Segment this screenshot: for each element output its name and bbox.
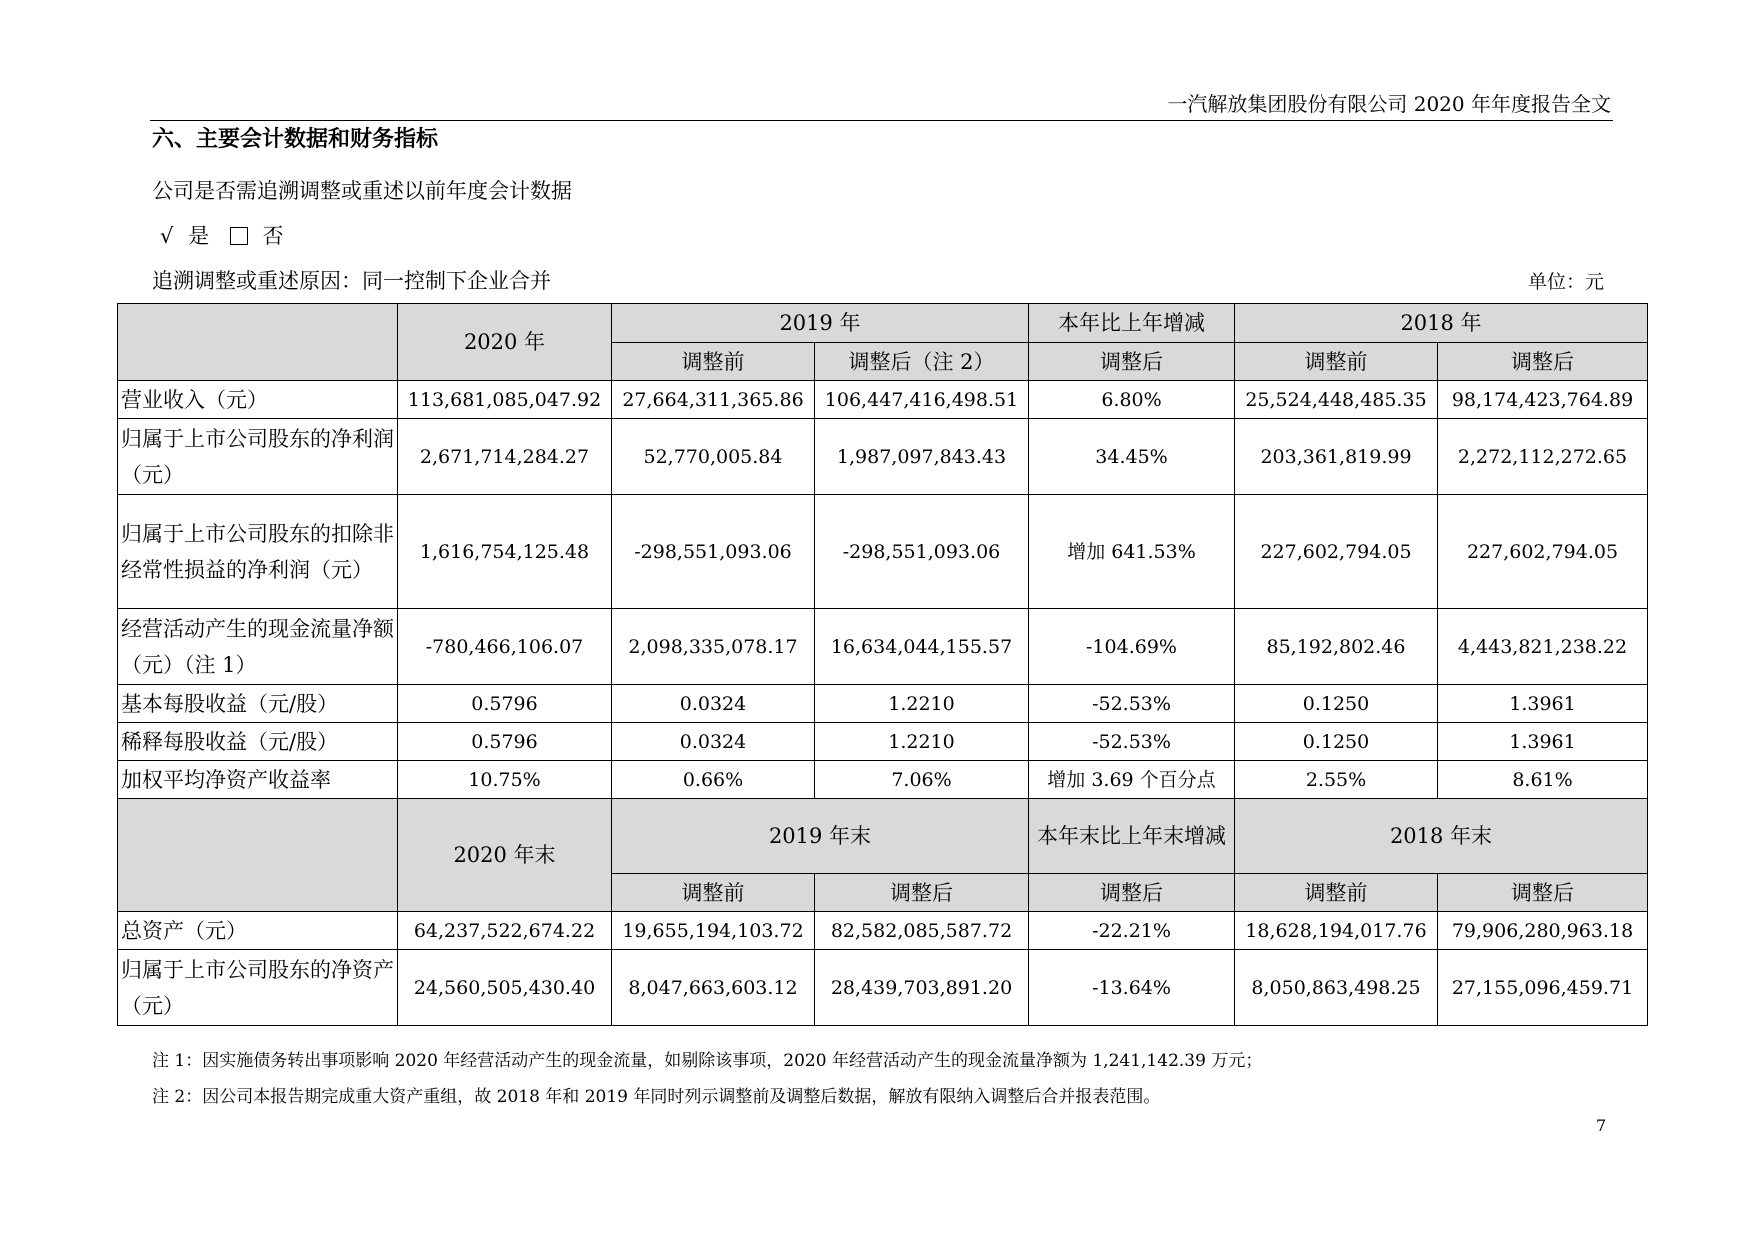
value-cell: -780,466,106.07 — [398, 609, 612, 685]
choice-yes-label: 是 — [188, 224, 210, 248]
report-title: 一汽解放集团股份有限公司 2020 年年度报告全文 — [1167, 92, 1611, 116]
unit-label: 单位：元 — [1527, 271, 1604, 293]
value-cell: 0.5796 — [398, 685, 612, 723]
subheader-change-after: 调整后 — [1029, 874, 1235, 912]
value-cell: 增加 3.69 个百分点 — [1029, 761, 1235, 799]
value-cell: 10.75% — [398, 761, 612, 799]
row-label: 营业收入（元） — [118, 381, 398, 419]
value-cell: -298,551,093.06 — [612, 495, 815, 609]
subheader-2019-after: 调整后（注 2） — [815, 343, 1029, 381]
row-label: 归属于上市公司股东的扣除非经常性损益的净利润（元） — [118, 495, 398, 609]
value-cell: 79,906,280,963.18 — [1438, 912, 1648, 950]
page-header — [150, 84, 1613, 121]
corner-cell — [118, 304, 398, 381]
value-cell: 4,443,821,238.22 — [1438, 609, 1648, 685]
subheader-2019-before: 调整前 — [612, 874, 815, 912]
footnote-2: 注 2：因公司本报告期完成重大资产重组，故 2018 年和 2019 年同时列示调整前及调整后数据，解放有限纳入调整后合并报表范围。 — [152, 1087, 1161, 1107]
value-cell: -22.21% — [1029, 912, 1235, 950]
value-cell: -104.69% — [1029, 609, 1235, 685]
row-label: 总资产（元） — [118, 912, 398, 950]
value-cell: 85,192,802.46 — [1235, 609, 1438, 685]
row-label: 经营活动产生的现金流量净额（元）（注 1） — [118, 609, 398, 685]
subheader-2018-before: 调整前 — [1235, 343, 1438, 381]
financial-data-table — [117, 303, 1648, 1026]
value-cell: 8.61% — [1438, 761, 1648, 799]
value-cell: 2,671,714,284.27 — [398, 419, 612, 495]
value-cell: 82,582,085,587.72 — [815, 912, 1029, 950]
header-2020-end: 2020 年末 — [398, 799, 612, 912]
subheader-2018-after: 调整后 — [1438, 874, 1648, 912]
value-cell: 27,155,096,459.71 — [1438, 950, 1648, 1026]
header-2018: 2018 年 — [1235, 304, 1648, 343]
table-row — [118, 723, 1648, 761]
value-cell: 203,361,819.99 — [1235, 419, 1438, 495]
value-cell: 0.66% — [612, 761, 815, 799]
restatement-choice — [160, 220, 283, 250]
value-cell: 0.1250 — [1235, 723, 1438, 761]
value-cell: 227,602,794.05 — [1235, 495, 1438, 609]
row-label: 基本每股收益（元/股） — [118, 685, 398, 723]
value-cell: 7.06% — [815, 761, 1029, 799]
section-title: 六、主要会计数据和财务指标 — [152, 126, 439, 152]
row-label: 归属于上市公司股东的净资产（元） — [118, 950, 398, 1026]
value-cell: 16,634,044,155.57 — [815, 609, 1029, 685]
value-cell: 8,050,863,498.25 — [1235, 950, 1438, 1026]
value-cell: -52.53% — [1029, 685, 1235, 723]
value-cell: 52,770,005.84 — [612, 419, 815, 495]
value-cell: 19,655,194,103.72 — [612, 912, 815, 950]
value-cell: 18,628,194,017.76 — [1235, 912, 1438, 950]
row-label: 加权平均净资产收益率 — [118, 761, 398, 799]
value-cell: 25,524,448,485.35 — [1235, 381, 1438, 419]
value-cell: 1,987,097,843.43 — [815, 419, 1029, 495]
header-change: 本年比上年增减 — [1029, 304, 1235, 343]
value-cell: -298,551,093.06 — [815, 495, 1029, 609]
value-cell: 2,272,112,272.65 — [1438, 419, 1648, 495]
table-row — [118, 685, 1648, 723]
header-2020: 2020 年 — [398, 304, 612, 381]
value-cell: 1.2210 — [815, 723, 1029, 761]
value-cell: 27,664,311,365.86 — [612, 381, 815, 419]
row-label: 稀释每股收益（元/股） — [118, 723, 398, 761]
value-cell: 28,439,703,891.20 — [815, 950, 1029, 1026]
table-row — [118, 609, 1648, 685]
period-data-rows — [118, 381, 1648, 799]
table-row — [118, 912, 1648, 950]
choice-no-label: 否 — [262, 224, 284, 248]
header-change-end: 本年末比上年末增减 — [1029, 799, 1235, 874]
value-cell: 106,447,416,498.51 — [815, 381, 1029, 419]
value-cell: 增加 641.53% — [1029, 495, 1235, 609]
value-cell: 113,681,085,047.92 — [398, 381, 612, 419]
value-cell: 1.2210 — [815, 685, 1029, 723]
header-2018-end: 2018 年末 — [1235, 799, 1648, 874]
table-row — [118, 761, 1648, 799]
table-row — [118, 419, 1648, 495]
value-cell: 1,616,754,125.48 — [398, 495, 612, 609]
value-cell: 0.1250 — [1235, 685, 1438, 723]
value-cell: 2.55% — [1235, 761, 1438, 799]
header-2019: 2019 年 — [612, 304, 1029, 343]
period-table-body — [118, 304, 1648, 381]
value-cell: 24,560,505,430.40 — [398, 950, 612, 1026]
restatement-reason: 追溯调整或重述原因：同一控制下企业合并 — [152, 269, 551, 293]
value-cell: -13.64% — [1029, 950, 1235, 1026]
corner-cell — [118, 799, 398, 912]
value-cell: 98,174,423,764.89 — [1438, 381, 1648, 419]
footnote-1: 注 1：因实施债务转出事项影响 2020 年经营活动产生的现金流量，如剔除该事项，2020 年经营活动产生的现金流量净额为 1,241,142.39 万元； — [152, 1051, 1263, 1071]
subheader-change-after: 调整后 — [1029, 343, 1235, 381]
value-cell: 2,098,335,078.17 — [612, 609, 815, 685]
value-cell: 0.5796 — [398, 723, 612, 761]
value-cell: 0.0324 — [612, 685, 815, 723]
row-label: 归属于上市公司股东的净利润（元） — [118, 419, 398, 495]
subheader-2019-after: 调整后 — [815, 874, 1029, 912]
subheader-2018-after: 调整后 — [1438, 343, 1648, 381]
value-cell: 6.80% — [1029, 381, 1235, 419]
subheader-2018-before: 调整前 — [1235, 874, 1438, 912]
header-2019-end: 2019 年末 — [612, 799, 1029, 874]
value-cell: 227,602,794.05 — [1438, 495, 1648, 609]
subheader-2019-before: 调整前 — [612, 343, 815, 381]
balance-data-rows — [118, 912, 1648, 1026]
value-cell: 34.45% — [1029, 419, 1235, 495]
value-cell: 0.0324 — [612, 723, 815, 761]
value-cell: 64,237,522,674.22 — [398, 912, 612, 950]
checkmark-icon: √ — [160, 224, 174, 248]
restatement-question: 公司是否需追溯调整或重述以前年度会计数据 — [152, 179, 572, 203]
table-row — [118, 495, 1648, 609]
table-row — [118, 381, 1648, 419]
page-number: 7 — [1596, 1116, 1607, 1135]
balance-table-body — [118, 799, 1648, 912]
value-cell: 1.3961 — [1438, 723, 1648, 761]
value-cell: 1.3961 — [1438, 685, 1648, 723]
empty-checkbox-icon — [230, 227, 248, 245]
table-row — [118, 950, 1648, 1026]
value-cell: 8,047,663,603.12 — [612, 950, 815, 1026]
value-cell: -52.53% — [1029, 723, 1235, 761]
